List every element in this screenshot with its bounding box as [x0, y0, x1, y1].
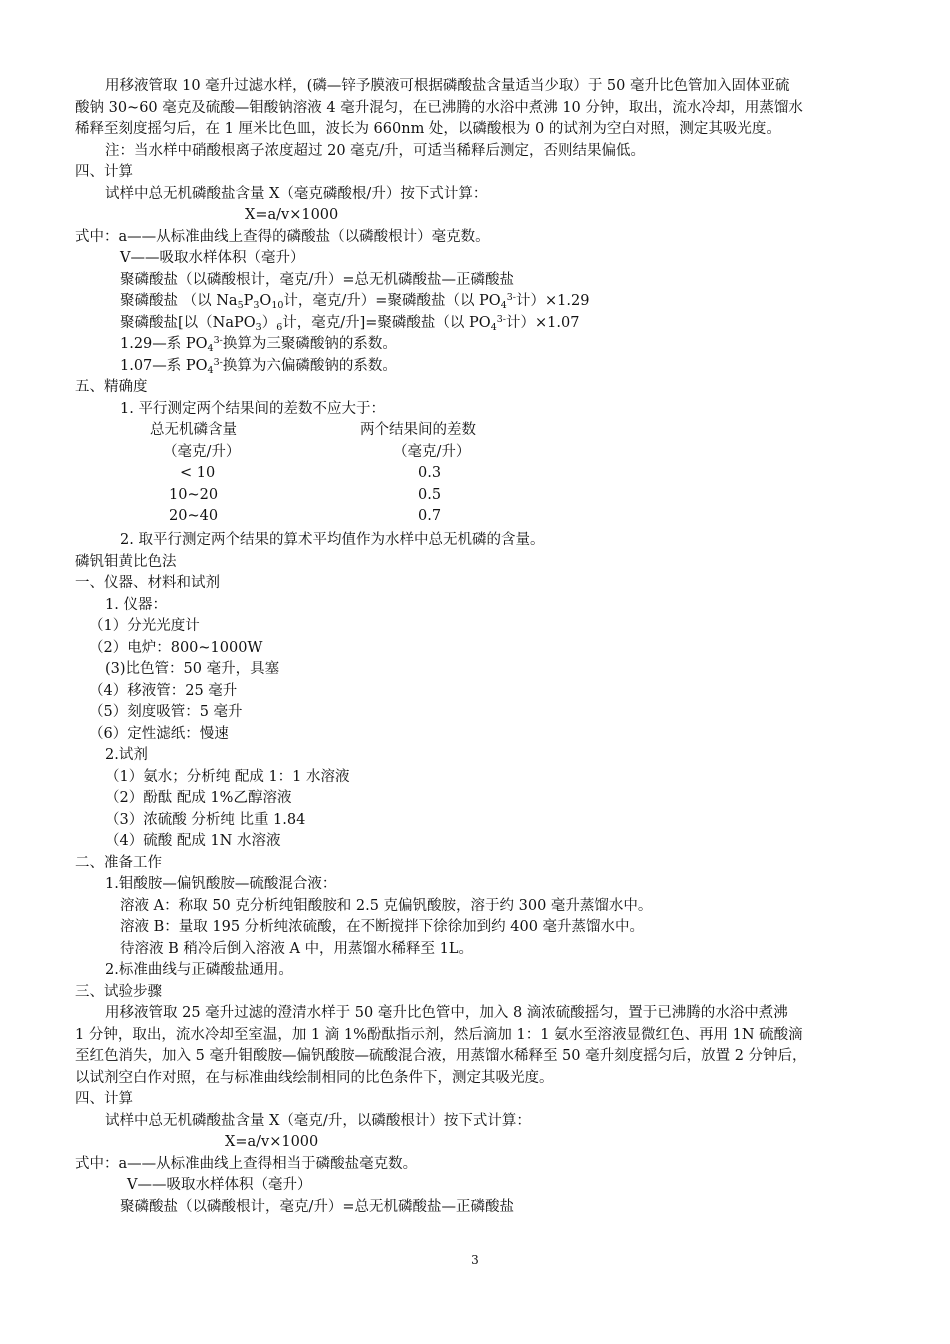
poly-formula: 聚磷酸盐（以磷酸根计，毫克/升）=总无机磷酸盐—正磷酸盐	[120, 1198, 515, 1215]
paragraph-line: 用移液管取 10 毫升过滤水样，(磷—锌予膜液可根据磷酸盐含量适当少取）于 50 毫升比色管加入固体亚硫	[105, 78, 790, 94]
note: 注：当水样中硝酸根离子浓度超过 20 毫克/升，可适当稀释后测定，否则结果偏低。	[105, 142, 646, 159]
reagent-heading: 2.试剂	[105, 747, 148, 763]
table-cell: < 10	[180, 465, 216, 481]
table-cell: 0.5	[418, 486, 442, 503]
procedure-line: 以试剂空白作对照，在与标准曲线绘制相同的比色条件下，测定其吸光度。	[75, 1069, 554, 1086]
paragraph-line: 稀释至刻度摇匀后，在 1 厘米比色皿，波长为 660nm 处，以磷酸根为 0 的试剂为空白对照，测定其吸光度。	[75, 121, 781, 137]
instrument-item: （1）分光光度计	[89, 618, 200, 634]
table-cell: 0.7	[418, 508, 442, 524]
paragraph-line: 酸钠 30~60 毫克及硫酸—钼酸钠溶液 4 毫升混匀，在已沸腾的水浴中煮沸 10 分钟，取出，流水冷却，用蒸馏水	[75, 99, 803, 116]
definition-v: V——吸取水样体积（毫升）	[120, 250, 305, 266]
section-heading: 二、准备工作	[75, 854, 162, 871]
table-header-row	[75, 420, 885, 442]
calc-intro: 试样中总无机磷酸盐含量 X（毫克/升，以磷酸根计）按下式计算：	[105, 1112, 531, 1129]
table-header: 两个结果间的差数	[360, 422, 476, 438]
solution-a: 溶液 A：称取 50 克分析纯钼酸胺和 2.5 克偏钒酸胺，溶于约 300 毫升蒸馏水中。	[120, 897, 653, 914]
solution-b: 溶液 B：量取 195 分析纯浓硫酸，在不断搅拌下徐徐加到约 400 毫升蒸馏水中。	[120, 919, 645, 935]
instrument-heading: 1. 仪器：	[105, 596, 167, 613]
page-content	[75, 76, 885, 1218]
table-unit: （毫克/升）	[163, 443, 241, 460]
poly-formula: 聚磷酸盐（以磷酸根计，毫克/升）=总无机磷酸盐—正磷酸盐	[120, 271, 515, 288]
coefficient-129: 1.29—系 $PO_4^{3-}$换算为三聚磷酸钠的系数。	[120, 335, 397, 354]
definition-v: V——吸取水样体积（毫升）	[127, 1177, 312, 1193]
mixture-heading: 1.钼酸胺—偏钒酸胺—硫酸混合液：	[105, 876, 337, 892]
definition-a: 式中：a——从标准曲线上查得相当于磷酸盐毫克数。	[75, 1155, 418, 1172]
section-heading: 三、试验步骤	[75, 983, 162, 1000]
table-row	[75, 485, 885, 507]
section-heading: 四、计算	[75, 164, 133, 180]
procedure-line: 1 分钟，取出，流水冷却至室温，加 1 滴 1%酚酞指示剂，然后滴加 1：1 氨水至溶液显微红色、再用 1N 硫酸滴	[75, 1026, 803, 1043]
method-title: 磷钒钼黄比色法	[75, 553, 177, 570]
precision-item-2: 2. 取平行测定两个结果的算术平均值作为水样中总无机磷的含量。	[120, 532, 545, 548]
table-cell: 0.3	[418, 465, 442, 481]
table-header: 总无机磷含量	[150, 422, 237, 438]
table-cell: 10~20	[169, 486, 219, 503]
coefficient-107: 1.07—系 $PO_4^{3-}$换算为六偏磷酸钠的系数。	[120, 356, 397, 376]
reagent-item: （4）硫酸 配成 1N 水溶液	[105, 833, 281, 849]
instrument-item: （5）刻度吸管：5 毫升	[89, 704, 243, 720]
poly-na5-formula: 聚磷酸盐 （以 $Na_5P_3O_{10}$计，毫克/升）=聚磷酸盐（以 $PO_4^{3-}$计）×1.29	[120, 292, 590, 311]
definition-a: 式中：a——从标准曲线上查得的磷酸盐（以磷酸根计）毫克数。	[75, 228, 490, 245]
solution-mix: 待溶液 B 稍冷后倒入溶液 A 中，用蒸馏水稀释至 1L。	[120, 940, 474, 957]
formula: X=a/v×1000	[245, 207, 339, 223]
table-unit-row	[75, 442, 885, 464]
table-unit: （毫克/升）	[393, 443, 471, 460]
page-number: 3	[471, 1253, 479, 1267]
table-row	[75, 506, 885, 528]
poly-napo-formula: 聚磷酸盐[以$(NaPO_3)_6$计，毫克/升]=聚磷酸盐（以 $PO_4^{3-}$计）×1.07	[120, 313, 580, 333]
reagent-item: （2）酚酞 配成 1%乙醇溶液	[105, 790, 292, 806]
precision-table	[75, 420, 885, 530]
reagent-item: （3）浓硫酸 分析纯 比重 1.84	[105, 811, 306, 828]
table-row	[75, 463, 885, 485]
section-heading: 五、精确度	[75, 379, 148, 395]
section-heading: 四、计算	[75, 1091, 133, 1107]
instrument-item: (3)比色管：50 毫升，具塞	[105, 661, 280, 677]
reagent-item: （1）氨水；分析纯 配成 1：1 水溶液	[105, 768, 350, 785]
section-heading: 一、仪器、材料和试剂	[75, 575, 220, 591]
precision-item-1: 1. 平行测定两个结果间的差数不应大于：	[120, 400, 385, 417]
instrument-item: （4）移液管：25 毫升	[89, 682, 238, 699]
standard-curve: 2.标准曲线与正磷酸盐通用。	[105, 962, 293, 978]
instrument-item: （2）电炉：800~1000W	[89, 639, 263, 656]
procedure-line: 至红色消失，加入 5 毫升钼酸胺—偏钒酸胺—硫酸混合液，用蒸馏水稀释至 50 毫升刻度摇匀后，放置 2 分钟后，	[75, 1048, 807, 1064]
instrument-item: （6）定性滤纸：慢速	[89, 725, 229, 742]
calc-intro: 试样中总无机磷酸盐含量 X（毫克磷酸根/升）按下式计算：	[105, 185, 488, 202]
table-cell: 20~40	[169, 508, 219, 524]
formula: X=a/v×1000	[225, 1134, 319, 1150]
procedure-line: 用移液管取 25 毫升过滤的澄清水样于 50 毫升比色管中，加入 8 滴浓硫酸摇匀，置于已沸腾的水浴中煮沸	[105, 1005, 788, 1021]
